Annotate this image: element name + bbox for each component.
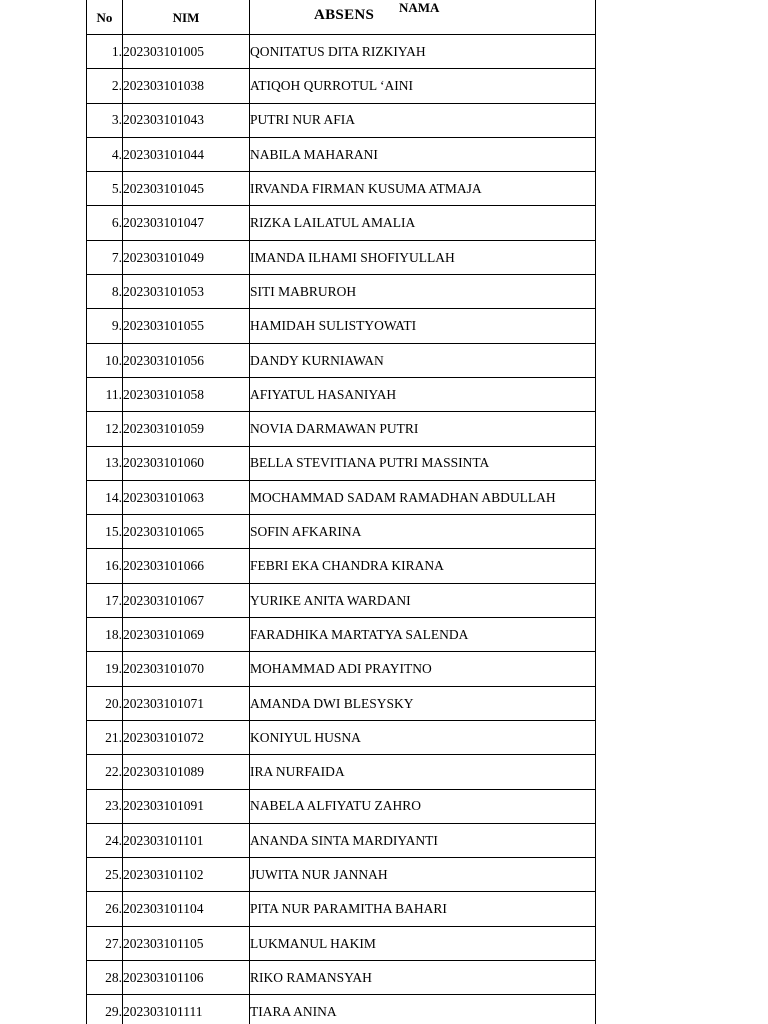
row-number: 8.	[87, 275, 123, 309]
row-nama: TIARA ANINA	[250, 995, 596, 1024]
row-nim: 202303101091	[123, 789, 250, 823]
row-number: 29.	[87, 995, 123, 1024]
row-number: 26.	[87, 892, 123, 926]
table-row	[87, 549, 596, 583]
row-nama: LUKMANUL HAKIM	[250, 926, 596, 960]
row-number: 11.	[87, 377, 123, 411]
table-row	[87, 446, 596, 480]
row-nim: 202303101063	[123, 480, 250, 514]
row-nama: MOHAMMAD ADI PRAYITNO	[250, 652, 596, 686]
row-nama: DANDY KURNIAWAN	[250, 343, 596, 377]
row-nim: 202303101045	[123, 172, 250, 206]
row-nama: IMANDA ILHAMI SHOFIYULLAH	[250, 240, 596, 274]
row-nama: NOVIA DARMAWAN PUTRI	[250, 412, 596, 446]
row-nama: MOCHAMMAD SADAM RAMADHAN ABDULLAH	[250, 480, 596, 514]
row-nama: HAMIDAH SULISTYOWATI	[250, 309, 596, 343]
row-number: 12.	[87, 412, 123, 446]
table-row	[87, 789, 596, 823]
table-row	[87, 755, 596, 789]
row-nama: KONIYUL HUSNA	[250, 720, 596, 754]
row-number: 23.	[87, 789, 123, 823]
row-nama: FEBRI EKA CHANDRA KIRANA	[250, 549, 596, 583]
row-number: 27.	[87, 926, 123, 960]
table-row	[87, 137, 596, 171]
row-number: 25.	[87, 858, 123, 892]
row-nim: 202303101072	[123, 720, 250, 754]
row-nim: 202303101111	[123, 995, 250, 1024]
table-row	[87, 480, 596, 514]
row-number: 17.	[87, 583, 123, 617]
document-title: ABSENS	[314, 7, 375, 23]
table-row	[87, 103, 596, 137]
row-nama: QONITATUS DITA RIZKIYAH	[250, 35, 596, 69]
row-number: 1.	[87, 35, 123, 69]
attendance-table	[86, 0, 596, 1024]
row-nim: 202303101104	[123, 892, 250, 926]
row-nama: NABELA ALFIYATU ZAHRO	[250, 789, 596, 823]
row-nim: 202303101070	[123, 652, 250, 686]
row-nama: FARADHIKA MARTATYA SALENDA	[250, 618, 596, 652]
row-nama: JUWITA NUR JANNAH	[250, 858, 596, 892]
row-nama: AFIYATUL HASANIYAH	[250, 377, 596, 411]
row-number: 2.	[87, 69, 123, 103]
row-number: 20.	[87, 686, 123, 720]
table-row	[87, 652, 596, 686]
row-nama: NABILA MAHARANI	[250, 137, 596, 171]
row-number: 21.	[87, 720, 123, 754]
table-row	[87, 515, 596, 549]
table-row	[87, 275, 596, 309]
table-row	[87, 686, 596, 720]
row-number: 24.	[87, 823, 123, 857]
table-row	[87, 412, 596, 446]
row-number: 10.	[87, 343, 123, 377]
row-nim: 202303101089	[123, 755, 250, 789]
row-nim: 202303101102	[123, 858, 250, 892]
table-row	[87, 892, 596, 926]
table-row	[87, 618, 596, 652]
row-nim: 202303101067	[123, 583, 250, 617]
table-row	[87, 35, 596, 69]
row-nim: 202303101005	[123, 35, 250, 69]
row-nim: 202303101060	[123, 446, 250, 480]
row-nama: PUTRI NUR AFIA	[250, 103, 596, 137]
table-row	[87, 206, 596, 240]
row-nim: 202303101066	[123, 549, 250, 583]
row-number: 16.	[87, 549, 123, 583]
table-row	[87, 995, 596, 1024]
table-row	[87, 823, 596, 857]
row-nama: ATIQOH QURROTUL ‘AINI	[250, 69, 596, 103]
header-nama-cell	[250, 0, 596, 35]
table-row	[87, 961, 596, 995]
row-nim: 202303101049	[123, 240, 250, 274]
row-number: 18.	[87, 618, 123, 652]
row-nama: IRA NURFAIDA	[250, 755, 596, 789]
table-row	[87, 343, 596, 377]
header-nim: NIM	[123, 0, 250, 35]
table-row	[87, 926, 596, 960]
row-nim: 202303101044	[123, 137, 250, 171]
row-number: 19.	[87, 652, 123, 686]
row-nim: 202303101058	[123, 377, 250, 411]
table-row	[87, 858, 596, 892]
row-number: 7.	[87, 240, 123, 274]
row-nama: PITA NUR PARAMITHA BAHARI	[250, 892, 596, 926]
row-nama: YURIKE ANITA WARDANI	[250, 583, 596, 617]
row-nama: BELLA STEVITIANA PUTRI MASSINTA	[250, 446, 596, 480]
row-nim: 202303101038	[123, 69, 250, 103]
row-nim: 202303101056	[123, 343, 250, 377]
row-nim: 202303101106	[123, 961, 250, 995]
table-row	[87, 377, 596, 411]
row-number: 6.	[87, 206, 123, 240]
row-nim: 202303101065	[123, 515, 250, 549]
table-row	[87, 583, 596, 617]
row-nama: RIKO RAMANSYAH	[250, 961, 596, 995]
row-nama: SOFIN AFKARINA	[250, 515, 596, 549]
row-number: 14.	[87, 480, 123, 514]
header-no: No	[87, 0, 123, 35]
row-nim: 202303101105	[123, 926, 250, 960]
row-nim: 202303101101	[123, 823, 250, 857]
row-number: 9.	[87, 309, 123, 343]
table-row	[87, 172, 596, 206]
row-nim: 202303101069	[123, 618, 250, 652]
row-nim: 202303101071	[123, 686, 250, 720]
row-nim: 202303101043	[123, 103, 250, 137]
row-nama: RIZKA LAILATUL AMALIA	[250, 206, 596, 240]
table-body	[87, 35, 596, 1024]
row-number: 4.	[87, 137, 123, 171]
header-row	[87, 0, 596, 35]
row-number: 3.	[87, 103, 123, 137]
header-nama: NAMA	[399, 0, 440, 15]
row-nama: AMANDA DWI BLESYSKY	[250, 686, 596, 720]
table-row	[87, 240, 596, 274]
row-nim: 202303101059	[123, 412, 250, 446]
row-number: 13.	[87, 446, 123, 480]
row-number: 22.	[87, 755, 123, 789]
row-nim: 202303101055	[123, 309, 250, 343]
table-row	[87, 720, 596, 754]
table-row	[87, 309, 596, 343]
table-row	[87, 69, 596, 103]
row-nim: 202303101047	[123, 206, 250, 240]
row-number: 15.	[87, 515, 123, 549]
row-nama: SITI MABRUROH	[250, 275, 596, 309]
row-number: 28.	[87, 961, 123, 995]
row-nama: IRVANDA FIRMAN KUSUMA ATMAJA	[250, 172, 596, 206]
row-nama: ANANDA SINTA MARDIYANTI	[250, 823, 596, 857]
row-number: 5.	[87, 172, 123, 206]
row-nim: 202303101053	[123, 275, 250, 309]
